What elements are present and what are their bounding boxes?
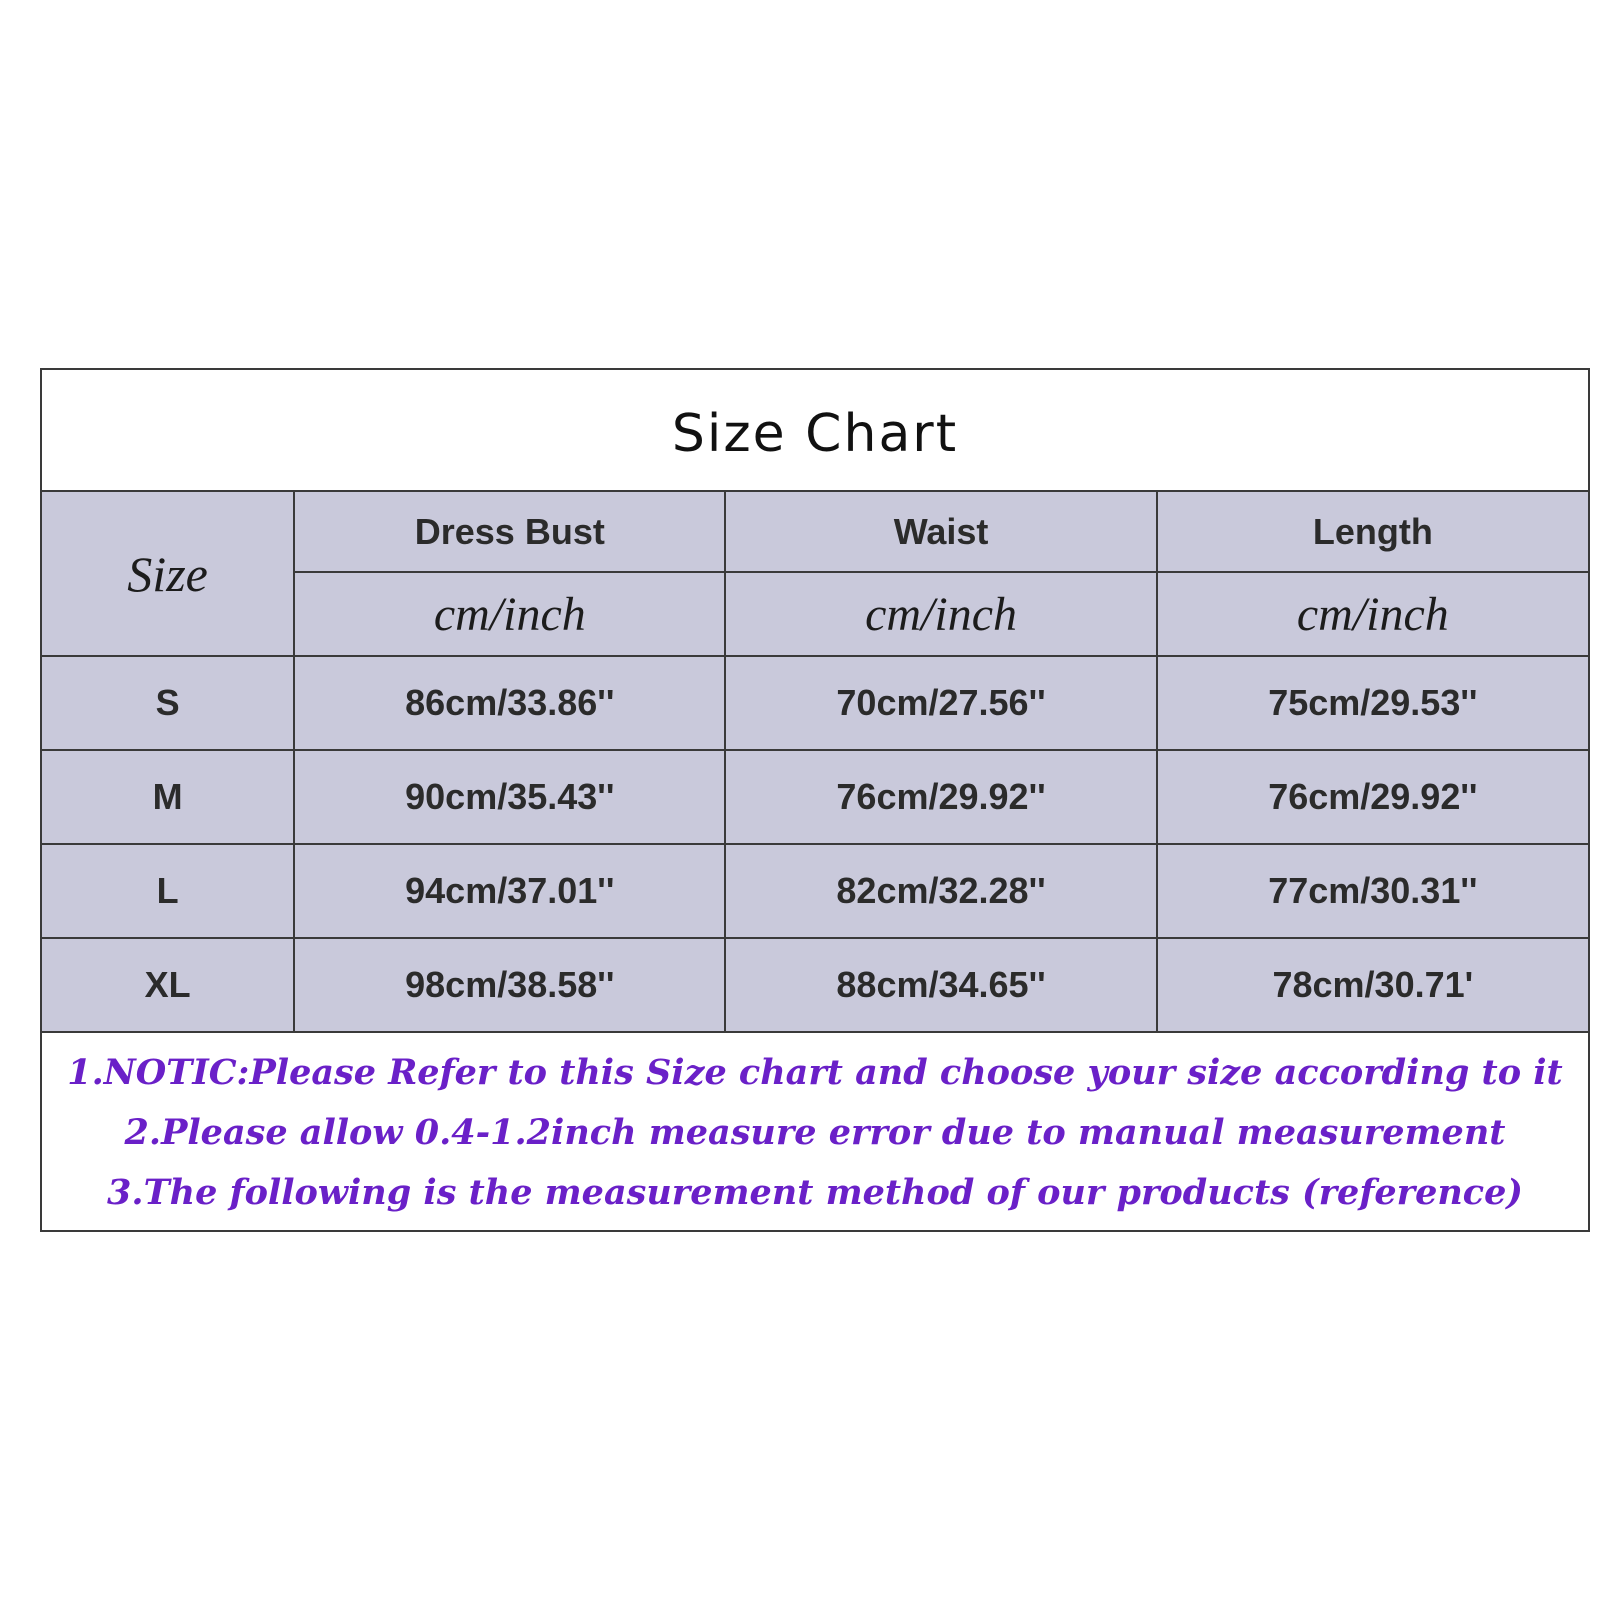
bust-value: 90cm/35.43'' [405,776,615,817]
table-row [42,844,1588,938]
unit-label: cm/inch [865,587,1018,641]
notes-section [42,1036,1588,1230]
size-value: XL [144,964,191,1005]
waist-value: 82cm/32.28'' [836,870,1046,911]
bust-cell [294,656,725,750]
column-header-waist [725,492,1156,572]
length-value: 78cm/30.71' [1272,964,1474,1005]
unit-cell [294,572,725,656]
unit-cell [725,572,1156,656]
waist-value: 88cm/34.65'' [836,964,1046,1005]
column-header-label: Length [1312,510,1433,552]
length-cell [1157,844,1588,938]
header-row [42,492,1588,572]
length-cell [1157,938,1588,1032]
size-header-cell [42,492,294,656]
length-value: 77cm/30.31'' [1268,870,1478,911]
waist-cell [725,750,1156,844]
waist-cell [725,844,1156,938]
waist-cell [725,938,1156,1032]
bust-value: 86cm/33.86'' [405,682,615,723]
size-chart-frame [40,368,1590,1232]
length-cell [1157,750,1588,844]
column-header-length [1157,492,1588,572]
size-value: M [152,776,183,817]
size-value: S [155,682,180,723]
title-row [42,370,1588,492]
column-header-bust [294,492,725,572]
waist-value: 70cm/27.56'' [836,682,1046,723]
column-header-label: Dress Bust [414,510,605,552]
waist-cell [725,656,1156,750]
bust-value: 94cm/37.01'' [405,870,615,911]
size-chart-title: Size Chart [671,404,959,464]
size-cell [42,844,294,938]
unit-label: cm/inch [433,587,586,641]
size-value: L [156,870,179,911]
table-row [42,938,1588,1032]
bust-cell [294,844,725,938]
unit-cell [1157,572,1588,656]
bust-cell [294,750,725,844]
bust-value: 98cm/38.58'' [405,964,615,1005]
size-cell [42,750,294,844]
waist-value: 76cm/29.92'' [836,776,1046,817]
note-line: 2.Please allow 0.4-1.2inch measure error due to manual measurement [124,1112,1506,1153]
size-cell [42,656,294,750]
bust-cell [294,938,725,1032]
table-row [42,656,1588,750]
column-header-label: Waist [893,510,989,552]
length-value: 76cm/29.92'' [1268,776,1478,817]
note-line: 1.NOTIC:Please Refer to this Size chart and choose your size according to it [67,1052,1563,1093]
size-header-label: Size [127,545,208,602]
size-table [42,492,1588,1033]
length-value: 75cm/29.53'' [1268,682,1478,723]
unit-label: cm/inch [1296,587,1449,641]
note-line: 3.The following is the measurement method of our products (reference) [107,1172,1523,1213]
size-cell [42,938,294,1032]
length-cell [1157,656,1588,750]
table-row [42,750,1588,844]
